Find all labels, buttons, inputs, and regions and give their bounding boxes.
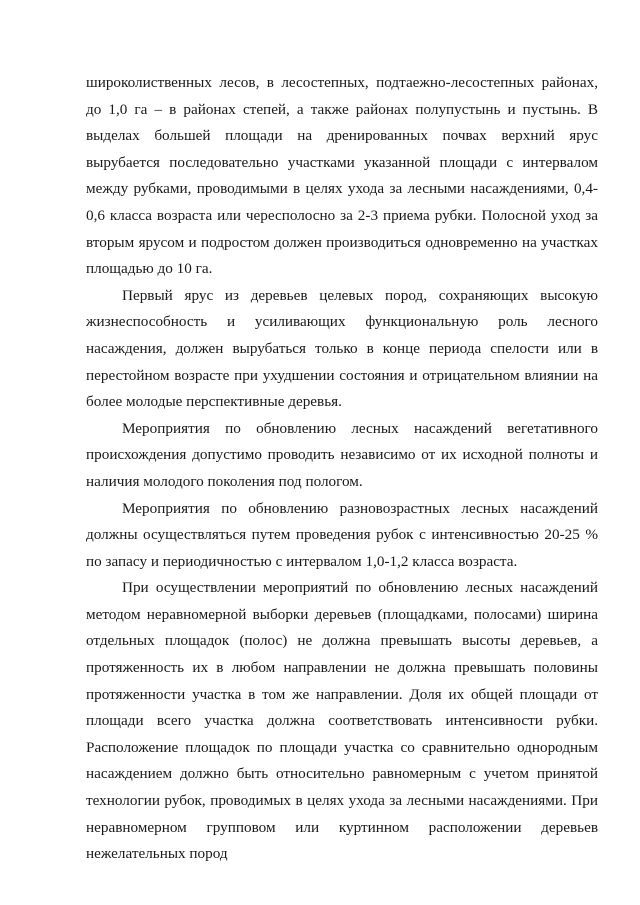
- paragraph-uneven-selection: При осуществлении мероприятий по обновлению лесных насаждений методом неравномерной выборки деревьев (площадками, полосами) ширина отдельных площадок (полос) не должна превышать высоты деревьев, а протяженность их в любом направлении не должна превышать половины протяженности участка в том же направлении. Доля их общей площади от площади всего участка должна соответствовать интенсивности рубки. Расположение площадок по площади участка со сравнительно однородным насаждением должно быть относительно равномерным с учетом принятой технологии рубок, проводимых в целях ухода за лесными насаждениями. При неравномерном групповом или куртинном расположении деревьев нежелательных пород: [86, 579, 598, 863]
- paragraph-continuation: широколиственных лесов, в лесостепных, подтаежно-лесостепных районах, до 1,0 га – в районах степей, а также районах полупустынь и пустынь. В выделах большей площади на дренированных почвах верхний ярус вырубается последовательно участками указанной площади с интервалом между рубками, проводимыми в целях ухода за лесными насаждениями, 0,4-0,6 класса возраста или чересполосно за 2-3 приема рубки. Полосной уход за вторым ярусом и подростом должен производиться одновременно на участках площадью до 10 га.: [86, 74, 598, 278]
- body-text: [86, 70, 598, 868]
- paragraph-vegetative-origin: Мероприятия по обновлению лесных насаждений вегетативного происхождения допустимо проводить независимо от их исходной полноты и наличия молодого поколения под пологом.: [86, 419, 598, 490]
- paragraph-first-tier: Первый ярус из деревьев целевых пород, сохраняющих высокую жизнеспособность и усиливающих функциональную роль лесного насаждения, должен вырубаться только в конце периода спелости или в перестойном возрасте при ухудшении состояния и отрицательном влиянии на более молодые перспективные деревья.: [86, 286, 598, 411]
- paragraph-uneven-aged: Мероприятия по обновлению разновозрастных лесных насаждений должны осуществляться путем проведения рубок с интенсивностью 20-25 % по запасу и периодичностью с интервалом 1,0-1,2 класса возраста.: [86, 499, 598, 570]
